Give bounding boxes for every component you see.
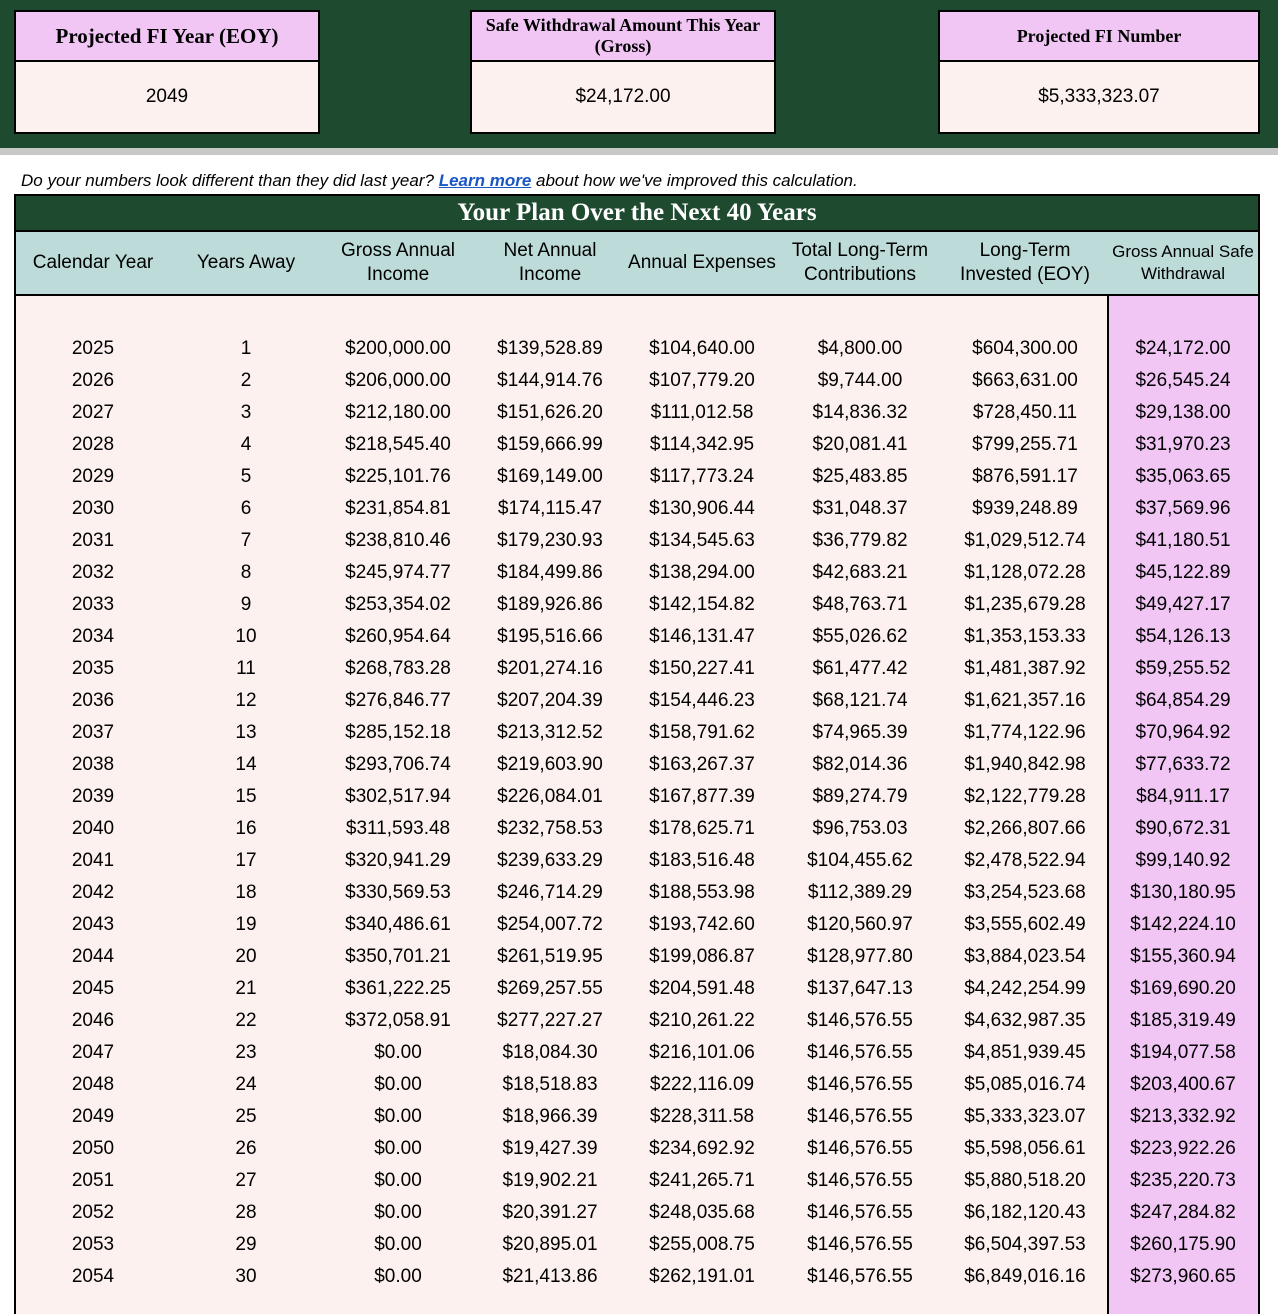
table-cell: $188,553.98: [649, 882, 755, 903]
table-cell: $248,035.68: [649, 1202, 755, 1223]
table-cell: $146,576.55: [807, 1010, 913, 1031]
table-cell: $216,101.06: [649, 1042, 755, 1063]
table-cell: $20,895.01: [502, 1234, 598, 1255]
table-cell: $167,877.39: [649, 786, 755, 807]
table-cell: $269,257.55: [497, 978, 603, 999]
table-cell: 2042: [71, 882, 115, 903]
table-cell: $226,084.01: [497, 786, 603, 807]
table-row: [16, 973, 1258, 1005]
table-cell: $18,084.30: [502, 1042, 598, 1063]
column-header: Total Long-Term Contributions: [791, 240, 929, 285]
table-cell: $20,081.41: [812, 434, 908, 455]
table-cell: $45,122.89: [1135, 562, 1231, 583]
table-cell: $9,744.00: [817, 370, 903, 391]
table-cell: $260,175.90: [1130, 1234, 1236, 1255]
table-cell: 13: [235, 722, 257, 743]
table-cell: $361,222.25: [345, 978, 451, 999]
table-cell: $144,914.76: [497, 370, 603, 391]
table-cell: $82,014.36: [812, 754, 908, 775]
card-title: Projected FI Number: [940, 12, 1258, 62]
table-cell: $24,172.00: [1135, 338, 1231, 359]
table-cell: 2035: [71, 658, 115, 679]
table-row: [16, 1069, 1258, 1101]
table-cell: $3,254,523.68: [964, 882, 1086, 903]
fi-number-card: [938, 10, 1260, 134]
table-cell: $6,849,016.16: [964, 1266, 1086, 1287]
table-cell: $114,342.95: [649, 434, 755, 455]
table-cell: $146,576.55: [807, 1234, 913, 1255]
table-cell: $59,255.52: [1135, 658, 1231, 679]
table-cell: 1: [240, 338, 252, 359]
table-cell: $1,481,387.92: [964, 658, 1086, 679]
table-row: [16, 653, 1258, 685]
table-cell: $255,008.75: [649, 1234, 755, 1255]
table-cell: $178,625.71: [649, 818, 755, 839]
card-title: Projected FI Year (EOY): [16, 12, 318, 62]
table-cell: $246,714.29: [497, 882, 603, 903]
table-cell: $0.00: [374, 1202, 422, 1223]
table-cell: $146,576.55: [807, 1074, 913, 1095]
table-cell: 21: [235, 978, 257, 999]
table-cell: $4,851,939.45: [964, 1042, 1086, 1063]
table-cell: 2027: [71, 402, 115, 423]
table-cell: 2031: [71, 530, 115, 551]
table-cell: 26: [235, 1138, 257, 1159]
table-cell: 2025: [71, 338, 115, 359]
table-cell: $19,902.21: [502, 1170, 598, 1191]
table-cell: $20,391.27: [502, 1202, 598, 1223]
table-cell: $225,101.76: [345, 466, 451, 487]
table-cell: $159,666.99: [497, 434, 603, 455]
table-row: [16, 429, 1258, 461]
table-cell: 3: [240, 402, 252, 423]
table-cell: $213,312.52: [497, 722, 603, 743]
table-cell: $254,007.72: [497, 914, 603, 935]
table-cell: $218,545.40: [345, 434, 451, 455]
table-cell: 19: [235, 914, 257, 935]
table-row: [16, 1165, 1258, 1197]
table-cell: $21,413.86: [502, 1266, 598, 1287]
table-cell: 2046: [71, 1010, 115, 1031]
table-cell: $146,576.55: [807, 1170, 913, 1191]
table-row: [16, 1101, 1258, 1133]
table-cell: $204,591.48: [649, 978, 755, 999]
table-cell: $31,970.23: [1135, 434, 1231, 455]
table-cell: $0.00: [374, 1074, 422, 1095]
column-header: Years Away: [196, 252, 296, 273]
table-cell: $320,941.29: [345, 850, 451, 871]
table-cell: $155,360.94: [1130, 946, 1236, 967]
table-cell: $134,545.63: [649, 530, 755, 551]
table-cell: $210,261.22: [649, 1010, 755, 1031]
table-cell: $89,274.79: [812, 786, 908, 807]
table-cell: $0.00: [374, 1042, 422, 1063]
table-cell: $184,499.86: [497, 562, 603, 583]
divider-strip: [0, 148, 1278, 155]
table-cell: $142,154.82: [649, 594, 755, 615]
table-cell: $302,517.94: [345, 786, 451, 807]
table-row: [16, 749, 1258, 781]
table-row: [16, 781, 1258, 813]
column-header: Long-Term Invested (EOY): [960, 240, 1090, 285]
table-row: [16, 333, 1258, 365]
table-cell: 9: [240, 594, 252, 615]
column-header: Net Annual Income: [503, 240, 597, 285]
table-cell: $139,528.89: [497, 338, 603, 359]
table-cell: $36,779.82: [812, 530, 908, 551]
column-header: Calendar Year: [32, 252, 154, 273]
table-row: [16, 1261, 1258, 1293]
table-cell: $31,048.37: [812, 498, 908, 519]
table-cell: $6,182,120.43: [964, 1202, 1086, 1223]
table-cell: $200,000.00: [345, 338, 451, 359]
card-value: $24,172.00: [575, 86, 671, 107]
table-cell: $285,152.18: [345, 722, 451, 743]
table-cell: 12: [235, 690, 257, 711]
card-title: Safe Withdrawal Amount This Year (Gross): [472, 12, 774, 62]
table-cell: 2041: [71, 850, 115, 871]
table-cell: $169,149.00: [497, 466, 603, 487]
table-cell: $111,012.58: [650, 402, 754, 423]
note-text: Do your numbers look different than they did last year?: [21, 171, 434, 190]
table-cell: $146,576.55: [807, 1202, 913, 1223]
table-cell: $146,131.47: [649, 626, 755, 647]
table-cell: $1,128,072.28: [964, 562, 1086, 583]
table-cell: $19,427.39: [502, 1138, 598, 1159]
card-value: 2049: [145, 86, 189, 107]
table-cell: $158,791.62: [649, 722, 755, 743]
table-cell: $223,922.26: [1130, 1138, 1236, 1159]
table-cell: $276,846.77: [345, 690, 451, 711]
table-cell: 14: [235, 754, 257, 775]
table-cell: 2026: [71, 370, 115, 391]
table-cell: 2039: [71, 786, 115, 807]
note-text: about how we've improved this calculation.: [536, 171, 858, 190]
table-cell: $245,974.77: [345, 562, 451, 583]
table-cell: 2040: [71, 818, 115, 839]
table-cell: $350,701.21: [345, 946, 451, 967]
table-cell: $1,621,357.16: [964, 690, 1086, 711]
table-cell: $26,545.24: [1135, 370, 1231, 391]
table-cell: $163,267.37: [649, 754, 755, 775]
table-cell: $84,911.17: [1136, 786, 1230, 807]
table-cell: 20: [235, 946, 257, 967]
table-cell: 7: [240, 530, 252, 551]
table-cell: $151,626.20: [497, 402, 603, 423]
table-row: [16, 877, 1258, 909]
table-cell: $199,086.87: [649, 946, 755, 967]
table-row: [16, 1197, 1258, 1229]
table-cell: $604,300.00: [972, 338, 1078, 359]
table-cell: $154,446.23: [649, 690, 755, 711]
table-cell: 10: [235, 626, 257, 647]
table-row: [16, 365, 1258, 397]
table-cell: 25: [235, 1106, 257, 1127]
table-row: [16, 941, 1258, 973]
table-cell: $146,576.55: [807, 1138, 913, 1159]
table-cell: $238,810.46: [345, 530, 451, 551]
table-cell: 2037: [71, 722, 115, 743]
table-cell: $104,640.00: [649, 338, 755, 359]
table-cell: $146,576.55: [807, 1042, 913, 1063]
table-cell: $222,116.09: [649, 1074, 755, 1095]
table-cell: 16: [235, 818, 257, 839]
table-row: [16, 1133, 1258, 1165]
card-value: $5,333,323.07: [1038, 86, 1160, 107]
table-cell: 2053: [71, 1234, 115, 1255]
table-cell: $120,560.97: [807, 914, 913, 935]
table-cell: 28: [235, 1202, 257, 1223]
table-cell: $25,483.85: [812, 466, 908, 487]
table-cell: $195,516.66: [497, 626, 603, 647]
table-cell: 2043: [71, 914, 115, 935]
table-cell: $939,248.89: [972, 498, 1078, 519]
table-cell: $241,265.71: [649, 1170, 755, 1191]
table-cell: $239,633.29: [497, 850, 603, 871]
table-cell: 2: [240, 370, 252, 391]
table-cell: $262,191.01: [649, 1266, 755, 1287]
table-row: [16, 589, 1258, 621]
table-row: [16, 493, 1258, 525]
table-cell: $261,519.95: [497, 946, 603, 967]
table-cell: $55,026.62: [812, 626, 908, 647]
table-cell: $4,242,254.99: [964, 978, 1086, 999]
table-cell: $189,926.86: [497, 594, 603, 615]
table-cell: $137,647.13: [807, 978, 913, 999]
table-cell: $0.00: [374, 1138, 422, 1159]
table-cell: $340,486.61: [345, 914, 451, 935]
table-cell: $203,400.67: [1130, 1074, 1236, 1095]
table-cell: $219,603.90: [497, 754, 603, 775]
table-cell: 18: [235, 882, 257, 903]
table-cell: 4: [240, 434, 252, 455]
table-row: [16, 397, 1258, 429]
column-header: Gross Annual Income: [340, 240, 456, 285]
safe-withdrawal-card: [470, 10, 776, 134]
table-cell: $42,683.21: [812, 562, 908, 583]
table-cell: $130,180.95: [1130, 882, 1236, 903]
table-cell: $5,880,518.20: [964, 1170, 1086, 1191]
table-cell: $0.00: [374, 1170, 422, 1191]
table-row: [16, 909, 1258, 941]
table-cell: 2045: [71, 978, 115, 999]
table-cell: $14,836.32: [812, 402, 908, 423]
table-cell: $146,576.55: [807, 1106, 913, 1127]
table-cell: $29,138.00: [1135, 402, 1231, 423]
table-cell: $77,633.72: [1135, 754, 1231, 775]
table-cell: $128,977.80: [807, 946, 913, 967]
table-cell: 5: [240, 466, 252, 487]
table-cell: 27: [235, 1170, 257, 1191]
table-cell: $150,227.41: [649, 658, 755, 679]
table-row: [16, 557, 1258, 589]
table-row: [16, 461, 1258, 493]
table-cell: $0.00: [374, 1266, 422, 1287]
table-cell: 22: [235, 1010, 257, 1031]
table-cell: $41,180.51: [1135, 530, 1231, 551]
table-row: [16, 1229, 1258, 1261]
table-cell: $247,284.82: [1130, 1202, 1236, 1223]
table-row: [16, 1037, 1258, 1069]
table-cell: 29: [235, 1234, 257, 1255]
table-cell: $0.00: [374, 1106, 422, 1127]
table-cell: 2051: [71, 1170, 115, 1191]
table-row: [16, 1005, 1258, 1037]
table-cell: $2,478,522.94: [964, 850, 1086, 871]
table-cell: $728,450.11: [972, 402, 1078, 423]
table-cell: $37,569.96: [1135, 498, 1231, 519]
table-cell: 2029: [71, 466, 115, 487]
calculation-note: [21, 171, 858, 191]
table-cell: $5,085,016.74: [964, 1074, 1086, 1095]
table-cell: 2032: [71, 562, 115, 583]
table-cell: $799,255.71: [972, 434, 1078, 455]
table-header: [16, 232, 1258, 296]
table-cell: 15: [235, 786, 257, 807]
table-body: [16, 296, 1258, 1293]
table-cell: $146,576.55: [807, 1266, 913, 1287]
table-cell: $273,960.65: [1130, 1266, 1236, 1287]
table-cell: $372,058.91: [345, 1010, 451, 1031]
table-cell: $107,779.20: [649, 370, 755, 391]
table-cell: $1,235,679.28: [964, 594, 1086, 615]
table-cell: 11: [236, 658, 256, 679]
table-cell: 2054: [71, 1266, 115, 1287]
table-cell: $193,742.60: [649, 914, 755, 935]
table-cell: $18,518.83: [502, 1074, 598, 1095]
plan-table: [14, 194, 1260, 1314]
table-cell: $234,692.92: [649, 1138, 755, 1159]
table-cell: $4,632,987.35: [964, 1010, 1086, 1031]
table-cell: $112,389.29: [807, 882, 913, 903]
table-cell: $228,311.58: [649, 1106, 755, 1127]
table-cell: $4,800.00: [817, 338, 903, 359]
fi-year-card: [14, 10, 320, 134]
table-row: [16, 717, 1258, 749]
table-cell: 2036: [71, 690, 115, 711]
table-row: [16, 685, 1258, 717]
table-cell: $5,333,323.07: [964, 1106, 1086, 1127]
table-cell: 2033: [71, 594, 115, 615]
table-cell: $2,122,779.28: [964, 786, 1086, 807]
table-cell: $3,555,602.49: [964, 914, 1086, 935]
table-cell: 6: [240, 498, 252, 519]
table-cell: $206,000.00: [345, 370, 451, 391]
table-cell: $174,115.47: [497, 498, 603, 519]
column-header: Gross Annual Safe Withdrawal: [1112, 242, 1254, 283]
table-cell: 8: [240, 562, 252, 583]
column-header: Annual Expenses: [628, 252, 776, 273]
table-cell: 2030: [71, 498, 115, 519]
table-cell: $35,063.65: [1135, 466, 1231, 487]
table-cell: $6,504,397.53: [964, 1234, 1086, 1255]
table-cell: 2047: [71, 1042, 115, 1063]
table-cell: $2,266,807.66: [964, 818, 1086, 839]
table-cell: $179,230.93: [497, 530, 603, 551]
table-cell: $74,965.39: [812, 722, 908, 743]
table-cell: $194,077.58: [1130, 1042, 1236, 1063]
table-row: [16, 845, 1258, 877]
table-cell: $169,690.20: [1130, 978, 1236, 999]
table-cell: 30: [235, 1266, 257, 1287]
table-cell: $293,706.74: [345, 754, 451, 775]
plan-title: Your Plan Over the Next 40 Years: [16, 196, 1258, 232]
table-cell: $207,204.39: [497, 690, 603, 711]
table-cell: 24: [235, 1074, 257, 1095]
table-cell: $201,274.16: [497, 658, 603, 679]
table-cell: $253,354.02: [345, 594, 451, 615]
table-cell: $183,516.48: [649, 850, 755, 871]
table-cell: $54,126.13: [1135, 626, 1231, 647]
table-cell: $235,220.73: [1130, 1170, 1236, 1191]
table-cell: 2044: [71, 946, 115, 967]
table-cell: $1,774,122.96: [964, 722, 1086, 743]
table-cell: $70,964.92: [1135, 722, 1231, 743]
table-cell: $311,593.48: [345, 818, 451, 839]
table-cell: $185,319.49: [1130, 1010, 1236, 1031]
table-cell: $49,427.17: [1135, 594, 1231, 615]
table-cell: $1,940,842.98: [964, 754, 1086, 775]
table-cell: $48,763.71: [812, 594, 908, 615]
table-cell: $3,884,023.54: [964, 946, 1086, 967]
table-cell: $117,773.24: [649, 466, 755, 487]
table-cell: 2048: [71, 1074, 115, 1095]
table-cell: $64,854.29: [1135, 690, 1231, 711]
table-cell: $663,631.00: [972, 370, 1078, 391]
table-cell: $876,591.17: [972, 466, 1078, 487]
table-cell: $213,332.92: [1130, 1106, 1236, 1127]
table-cell: $1,353,153.33: [964, 626, 1086, 647]
table-cell: $231,854.81: [345, 498, 451, 519]
table-cell: $61,477.42: [812, 658, 908, 679]
table-cell: 2049: [71, 1106, 115, 1127]
table-row: [16, 525, 1258, 557]
table-cell: 2034: [71, 626, 115, 647]
table-cell: $1,029,512.74: [964, 530, 1086, 551]
table-cell: $260,954.64: [345, 626, 451, 647]
table-cell: $99,140.92: [1135, 850, 1231, 871]
table-cell: 23: [235, 1042, 257, 1063]
table-cell: $232,758.53: [497, 818, 603, 839]
table-cell: 2028: [71, 434, 115, 455]
table-cell: $330,569.53: [345, 882, 451, 903]
table-cell: $0.00: [374, 1234, 422, 1255]
table-cell: $268,783.28: [345, 658, 451, 679]
table-cell: $96,753.03: [812, 818, 908, 839]
table-cell: $104,455.62: [807, 850, 913, 871]
table-cell: $138,294.00: [649, 562, 755, 583]
table-cell: 17: [235, 850, 257, 871]
table-cell: $68,121.74: [812, 690, 908, 711]
table-cell: $5,598,056.61: [964, 1138, 1086, 1159]
learn-more-link[interactable]: Learn more: [438, 171, 532, 190]
table-cell: 2052: [71, 1202, 115, 1223]
table-row: [16, 621, 1258, 653]
table-cell: $277,227.27: [497, 1010, 603, 1031]
table-cell: 2038: [71, 754, 115, 775]
table-cell: $90,672.31: [1135, 818, 1231, 839]
table-cell: $212,180.00: [345, 402, 451, 423]
table-cell: $142,224.10: [1130, 914, 1236, 935]
table-cell: 2050: [71, 1138, 115, 1159]
table-cell: $18,966.39: [502, 1106, 598, 1127]
table-cell: $130,906.44: [649, 498, 755, 519]
table-row: [16, 813, 1258, 845]
